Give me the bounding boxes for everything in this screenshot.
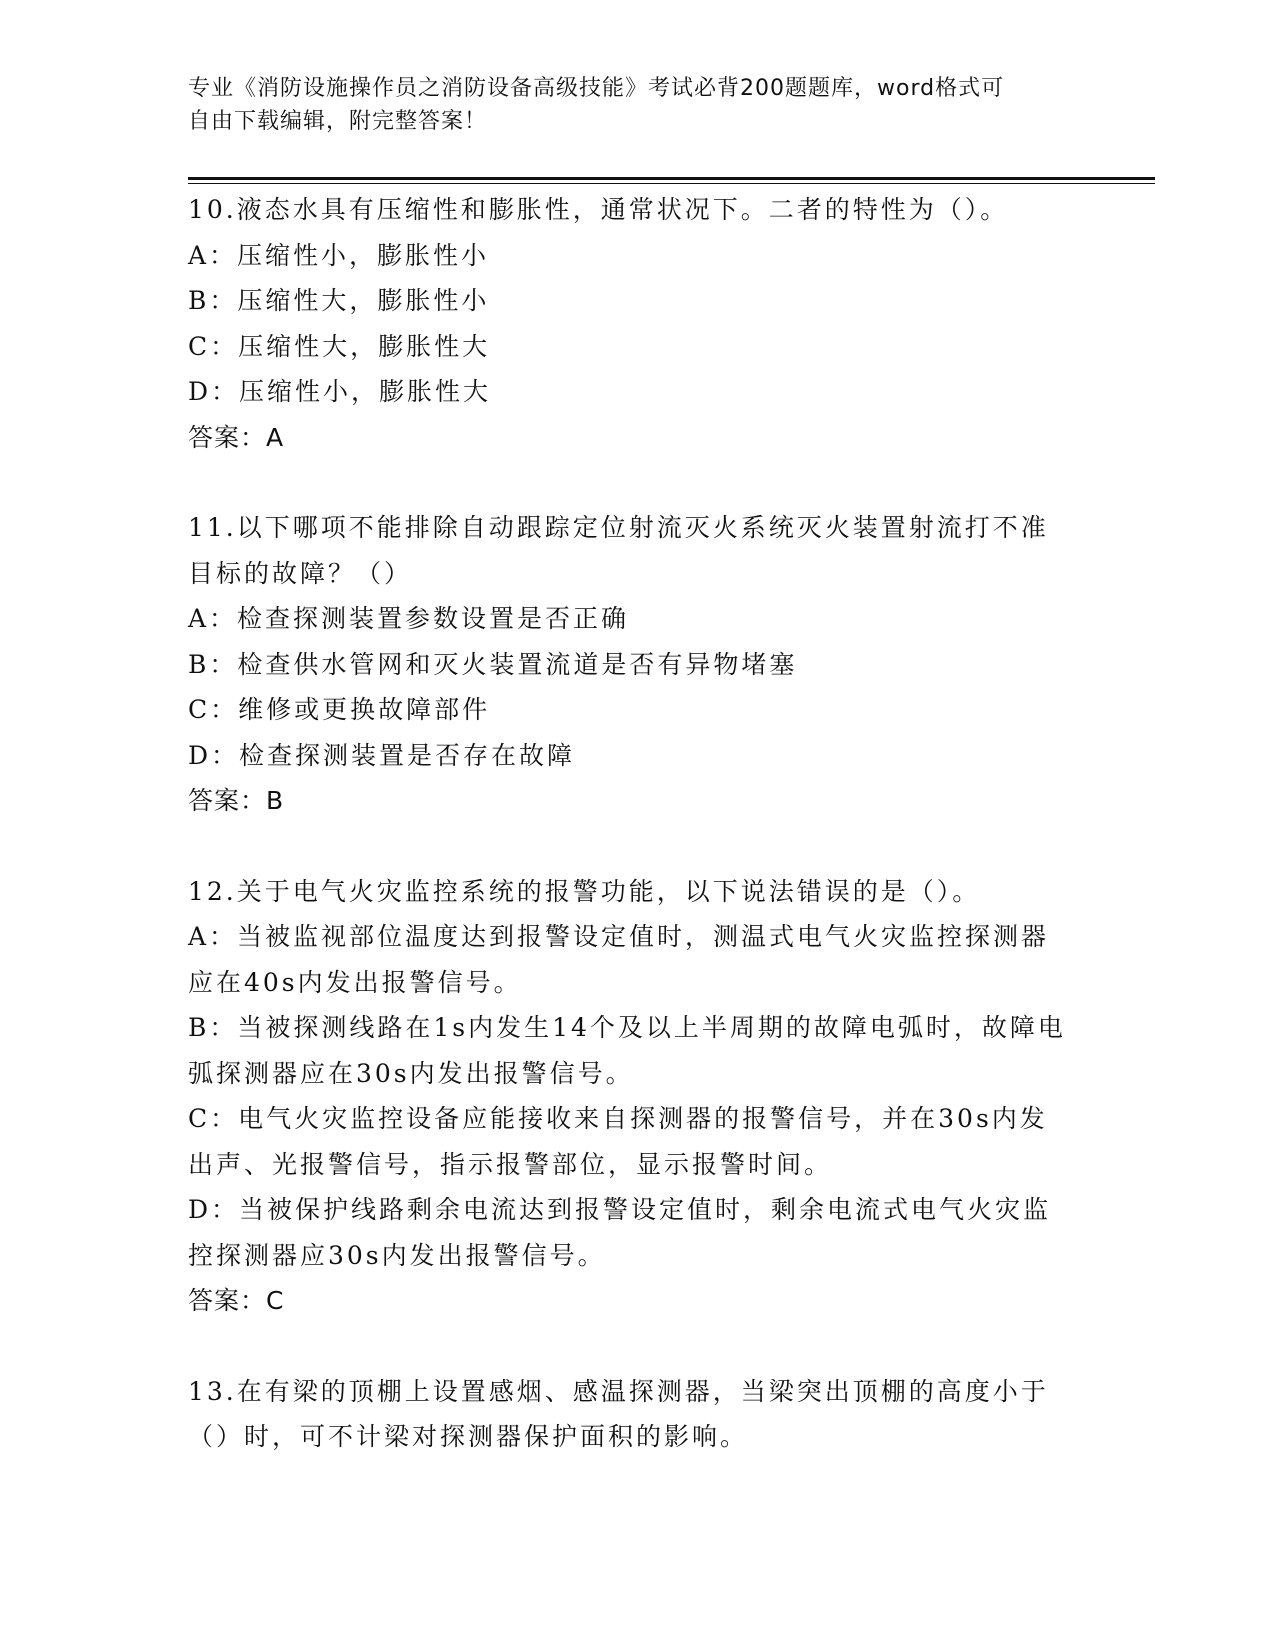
question-list xyxy=(188,187,1068,1460)
option-c: C：压缩性大，膨胀性大 xyxy=(188,331,491,361)
answer: 答案：A xyxy=(188,422,285,452)
option-a: A：当被监视部位温度达到报警设定值时，测温式电气火灾监控探测器应在40s内发出报警信号。 xyxy=(188,922,1050,997)
document-header xyxy=(188,72,1088,138)
option-d: D：当被保护线路剩余电流达到报警设定值时，剩余电流式电气火灾监控探测器应30s内发出报警信号。 xyxy=(188,1195,1052,1270)
option-d: D：压缩性小，膨胀性大 xyxy=(188,377,492,406)
answer: 答案：B xyxy=(188,786,285,815)
question-10 xyxy=(188,187,1068,460)
option-a: A：压缩性小，膨胀性小 xyxy=(188,240,490,270)
question-11 xyxy=(188,505,1068,824)
question-13 xyxy=(188,1369,1068,1460)
option-b: B：压缩性大，膨胀性小 xyxy=(188,286,490,315)
option-b: B：检查供水管网和灭火装置流道是否有异物堵塞 xyxy=(188,649,798,679)
option-c: C：电气火灾监控设备应能接收来自探测器的报警信号，并在30s内发出声、光报警信号，指示报警部位，显示报警时间。 xyxy=(188,1104,1048,1179)
question-stem: 12.关于电气火灾监控系统的报警功能，以下说法错误的是（）。 xyxy=(188,876,981,906)
option-c: C：维修或更换故障部件 xyxy=(188,695,491,724)
option-b: B：当被探测线路在1s内发生14个及以上半周期的故障电弧时，故障电弧探测器应在30s内发出报警信号。 xyxy=(188,1013,1066,1088)
question-stem: 11.以下哪项不能排除自动跟踪定位射流灭火系统灭火装置射流打不准目标的故障？（） xyxy=(188,513,1049,588)
option-a: A：检查探测装置参数设置是否正确 xyxy=(188,604,630,633)
option-d: D：检查探测装置是否存在故障 xyxy=(188,740,576,770)
question-stem: 10.液态水具有压缩性和膨胀性，通常状况下。二者的特性为（）。 xyxy=(188,195,1009,224)
question-stem: 13.在有梁的顶棚上设置感烟、感温探测器，当梁突出顶棚的高度小于（）时，可不计梁对探测器保护面积的影响。 xyxy=(188,1376,1049,1451)
question-12 xyxy=(188,869,1068,1324)
header-line-1: 专业《消防设施操作员之消防设备高级技能》考试必背200题题库，word格式可 xyxy=(188,76,1005,101)
header-line-2: 自由下载编辑，附完整答案！ xyxy=(188,109,488,134)
header-divider-thin xyxy=(188,183,1155,184)
header-divider-thick xyxy=(188,177,1155,180)
answer: 答案：C xyxy=(188,1286,285,1315)
